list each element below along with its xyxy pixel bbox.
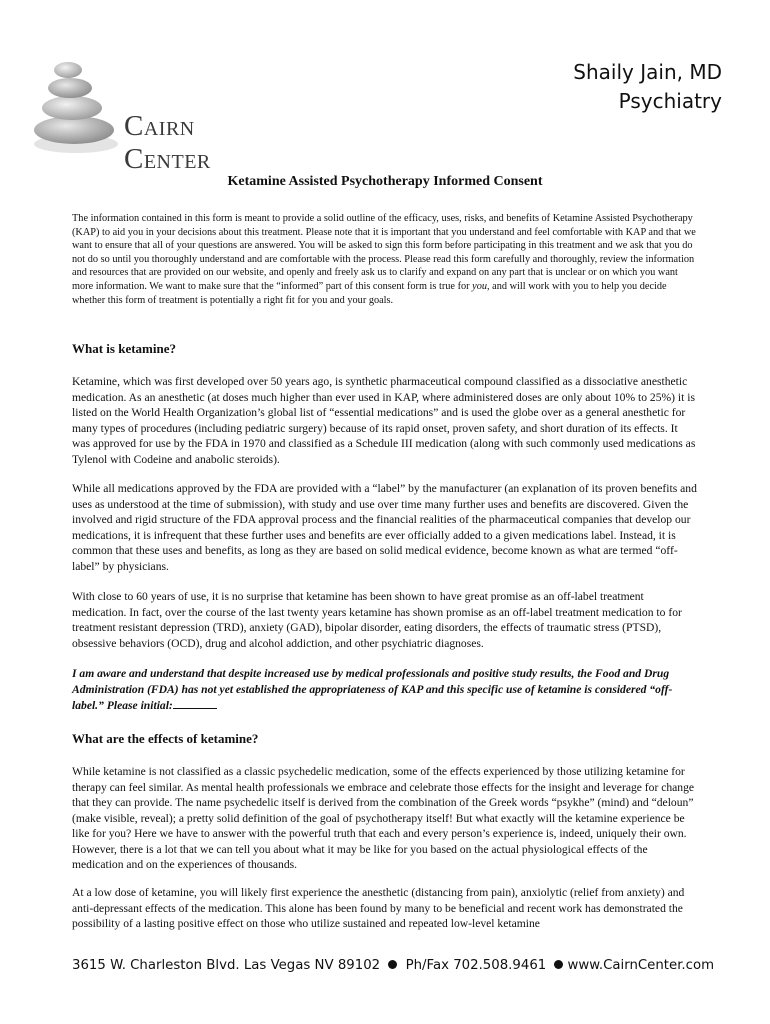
footer-phone: Ph/Fax 702.508.9461	[405, 958, 547, 973]
section-heading-what-is-ketamine: What is ketamine?	[72, 341, 176, 356]
footer-website: www.CairnCenter.com	[567, 958, 715, 973]
bullet-icon	[554, 960, 563, 969]
footer	[72, 958, 715, 973]
doctor-name: Shaily Jain, MD	[573, 60, 722, 84]
bullet-icon	[388, 960, 397, 969]
initial-field[interactable]	[173, 698, 217, 709]
intro-text-before: The information contained in this form is meant to provide a solid outline of the efficacy, uses, risks, and benefits of Ketamine Assisted Psychotherapy (KAP) to aid you in your decisions about this treatment. Please note that it is important that you understand and feel comfortable with KAP and that we want to ensure that all of your questions are answered. You will be asked to sign this form before participating in this treatment and we ask that you do not do so until you thoroughly understand and are comfortable with the process. Please read this form carefully and thoroughly, review the information and resources that are provided on our website, and openly and freely ask us to clarify and expand on any part that is unclear or on which you want more information. We want to make sure that the “informed” part of this consent form is true for	[72, 213, 696, 292]
off-label-acknowledgement	[72, 666, 698, 714]
doctor-specialty: Psychiatry	[618, 89, 722, 113]
document-title: Ketamine Assisted Psychotherapy Informed Consent	[227, 174, 543, 189]
section2-paragraph-1: While ketamine is not classified as a classic psychedelic medication, some of the effects experienced by those utilizing ketamine for therapy can feel similar. As mental health professionals we embrace and celebrate those effects for the insight and leverage for change that they can provide. The name psychedelic itself is derived from the combination of the Greek words “psykhe” (mind) and “deloun” (make visible, reveal); a pretty solid definition of the goal of psychotherapy itself! But what exactly will the ketamine experience be like for you? Here we have to answer with the powerful truth that each and every person’s experience is, indeed, uniquely their own. However, there is a lot that we can tell you about what it may be like for you based on the actual physiological effects of the medication and on the experiences of thousands.	[72, 765, 695, 871]
acknowledgement-text: I am aware and understand that despite increased use by medical professionals and positive study results, the Food and Drug Administration (FDA) has not yet established the appropriateness of KAP and this specific use of ketamine is considered “off-label.” Please initial:	[72, 667, 673, 712]
logo-text: Cairn Center	[124, 110, 211, 175]
footer-address: 3615 W. Charleston Blvd. Las Vegas NV 89102	[72, 958, 381, 973]
cairn-center-logo	[28, 48, 288, 175]
section1-paragraph-2: While all medications approved by the FDA are provided with a “label” by the manufacturer (an explanation of its proven benefits and uses as understood at the time of submission), with study and use over time many further uses and benefits are discovered. Given the involved and rigid structure of the FDA approval process and the financial realities of the pharmaceutical companies that develop our medications, it is infrequent that these further uses and benefits are ever officially added to a given medications label. Instead, it is common that these uses and benefits, as long as they are based on solid medical evidence, become known as what are termed “off-label” by physicians.	[72, 482, 697, 573]
section1-paragraph-1: Ketamine, which was first developed over 50 years ago, is synthetic pharmaceutical compound classified as a dissociative anesthetic medication. As an anesthetic (at doses much higher than ever used in KAP, where administered doses are only about 10% to 25%) it is listed on the World Health Organization’s global list of “essential medications” and is used the globe over as a general anesthetic for many types of procedures (including pediatric surgery) because of its rapid onset, proven safety, and short duration of its effects. It was approved for use by the FDA in 1970 and classified as a Schedule III medication (along with such commonly used medications as Tylenol with Codeine and anabolic steroids).	[72, 375, 696, 466]
intro-text-after: , and will work with you to help you decide whether this form of treatment is potentially a right fit for you and your goals.	[72, 280, 667, 306]
doctor-block	[573, 58, 722, 116]
section2-paragraph-2: At a low dose of ketamine, you will likely first experience the anesthetic (distancing from pain), anxiolytic (relief from anxiety) and anti-depressant effects of the medication. This alone has been found by many to be beneficial and recent work has demonstrated the possibility of a lasting positive effect on those who utilize sustained and repeated low-level ketamine	[72, 886, 685, 930]
intro-paragraph	[72, 212, 698, 307]
section-heading-effects: What are the effects of ketamine?	[72, 731, 259, 746]
section1-paragraph-3: With close to 60 years of use, it is no surprise that ketamine has been shown to have great promise as an off-label treatment medication. In fact, over the course of the last twenty years ketamine has shown promise as an off-label treatment medication to for treatment resistant depression (TRD), anxiety (GAD), bipolar disorder, eating disorders, the effects of traumatic stress (PTSD), obsessive behaviors (OCD), drug and alcohol addiction, and other psychiatric diagnoses.	[72, 590, 682, 650]
intro-italic-word: you	[472, 280, 488, 292]
